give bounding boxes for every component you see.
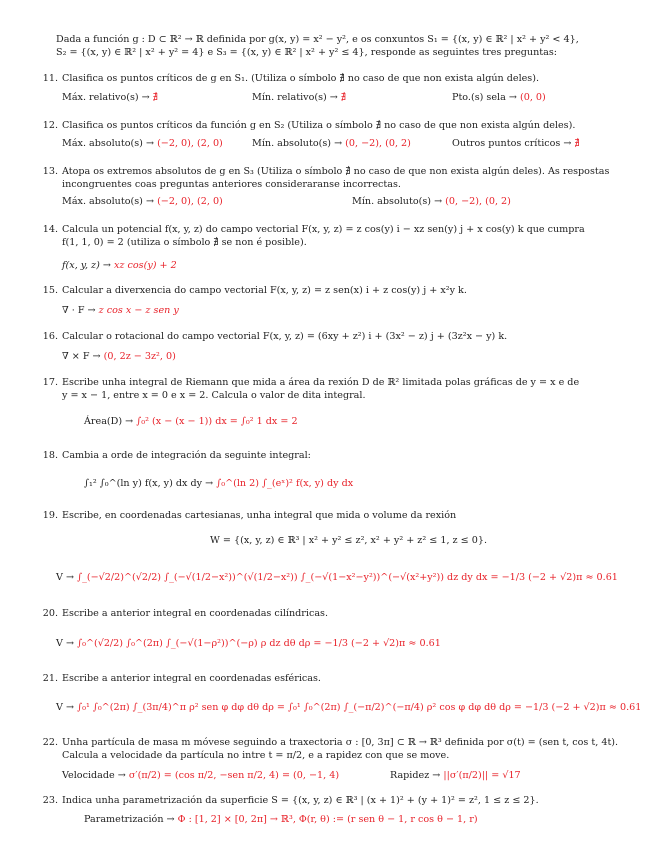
answer-value: σ′(π/2) = (cos π/2, −sen π/2, 4) = (0, −1, 4)	[128, 770, 340, 781]
answer-value: (0, −2), (0, 2)	[345, 138, 411, 149]
answer-value: ∫₀^(ln 2) ∫_(eˣ)² f(x, y) dy dx	[216, 478, 354, 489]
question-21: 21. Escribe a anterior integral en coordenadas esféricas.	[42, 673, 321, 684]
answer-21: V → ∫₀¹ ∫₀^(2π) ∫_(3π/4)^π ρ² sen φ dφ dθ dρ = ∫₀¹ ∫₀^(2π) ∫_(−π/2)^(−π/4) ρ² cos φ dφ dθ dρ = −1/3 (−2 + √2)π ≈ 0.61	[56, 702, 642, 713]
answer-value: z cos x − z sen y	[98, 305, 179, 316]
answer-15: ∇ · F → z cos x − z sen y	[62, 305, 179, 316]
answer-19: V → ∫_(−√2/2)^(√2/2) ∫_(−√(1/2−x²))^(√(1/2−x²)) ∫_(−√(1−x²−y²))^(−√(x²+y²)) dz dy dx = −1/3 (−2 + √2)π ≈ 0.61	[56, 572, 618, 583]
answer-14: f(x, y, z) → xz cos(y) + 2	[62, 260, 177, 271]
answer-value: Φ : [1, 2] × [0, 2π] → ℝ³, Φ(r, θ) := (r sen θ − 1, r cos θ − 1, r)	[177, 814, 478, 825]
answer-12: Máx. absoluto(s) → (−2, 0), (2, 0) Mín. absoluto(s) → (0, −2), (0, 2) Outros puntos críticos → ∄	[62, 138, 580, 149]
answer-value: ∄	[340, 92, 347, 103]
answer-13: Máx. absoluto(s) → (−2, 0), (2, 0) Mín. absoluto(s) → (0, −2), (0, 2)	[62, 196, 511, 207]
answer-value: ∄	[574, 138, 580, 149]
answer-18: ∫₁² ∫₀^(ln y) f(x, y) dx dy → ∫₀^(ln 2) ∫_(eˣ)² f(x, y) dy dx	[84, 478, 354, 489]
question-16: 16. Calcular o rotacional do campo vectorial F(x, y, z) = (6xy + z²) i + (3x² − z) j + (3z²x − y) k.	[42, 331, 508, 342]
question-19: 19. Escribe, en coordenadas cartesianas, unha integral que mida o volume da rexión	[42, 510, 457, 521]
answer-value: ||σ′(π/2)|| = √17	[443, 770, 521, 781]
answer-value: (−2, 0), (2, 0)	[157, 138, 223, 149]
answer-value: ∄	[152, 92, 159, 103]
question-17: 17. Escribe unha integral de Riemann que mida a área da rexión D de ℝ² limitada polas gráficas de y = x e de y = x − 1, entre x = 0 e x = 2. Calcula o valor de dita integral.	[42, 377, 580, 401]
question-22: 22. Unha partícula de masa m móvese seguindo a traxectoria σ : [0, 3π] ⊂ ℝ → ℝ³ definida por σ(t) = (sen t, cos t, 4t). Calcula a velocidade da partícula no intre t = π/2, e a rapidez con que se move.	[42, 737, 619, 761]
question-11: 11. Clasifica os puntos críticos de g en S₁. (Utiliza o símbolo ∄ no caso de que non exista algún deles).	[42, 73, 540, 84]
question-12: 12. Clasifica os puntos críticos da función g en S₂ (Utiliza o símbolo ∄ no caso de que non exista algún deles).	[42, 120, 576, 131]
answer-value: ∫₀¹ ∫₀^(2π) ∫_(3π/4)^π ρ² sen φ dφ dθ dρ = ∫₀¹ ∫₀^(2π) ∫_(−π/2)^(−π/4) ρ² cos φ dφ dθ dρ = −1/3 (−2 + √2)π ≈ 0.61	[77, 702, 642, 713]
answer-20: V → ∫₀^(√2/2) ∫₀^(2π) ∫_(−√(1−ρ²))^(−ρ) ρ dz dθ dρ = −1/3 (−2 + √2)π ≈ 0.61	[56, 638, 441, 649]
answer-23: Parametrización → Φ : [1, 2] × [0, 2π] → ℝ³, Φ(r, θ) := (r sen θ − 1, r cos θ − 1, r)	[84, 814, 478, 825]
answer-value: (0, −2), (0, 2)	[445, 196, 511, 207]
question-18: 18. Cambia a orde de integración da seguinte integral:	[42, 450, 311, 461]
answer-11: Máx. relativo(s) → ∄ Mín. relativo(s) → ∄ Pto.(s) sela → (0, 0)	[62, 92, 546, 103]
answer-value: (0, 0)	[519, 92, 546, 103]
answer-value: (−2, 0), (2, 0)	[157, 196, 223, 207]
question-14: 14. Calcula un potencial f(x, y, z) do campo vectorial F(x, y, z) = z cos(y) i − xz sen(y) j + x cos(y) k que cumpra f(1, 1, 0) = 2 (utiliza o símbolo ∄ se non é posible).	[42, 224, 585, 248]
question-23: 23. Indica unha parametrización da superficie S = {(x, y, z) ∈ ℝ³ | (x + 1)² + (y + 1)² = z², 1 ≤ z ≤ 2}.	[42, 795, 539, 806]
question-13: 13. Atopa os extremos absolutos de g en S₃ (Utiliza o símbolo ∄ no caso de que non exista algún deles). As respostas incongruentes coas preguntas anteriores consideraranse incorrectas.	[42, 166, 610, 190]
answer-16: ∇ × F → (0, 2z − 3z², 0)	[62, 351, 176, 362]
answer-value: ∫_(−√2/2)^(√2/2) ∫_(−√(1/2−x²))^(√(1/2−x²)) ∫_(−√(1−x²−y²))^(−√(x²+y²)) dz dy dx = −1/3 (−2 + √2)π ≈ 0.61	[77, 572, 618, 583]
answer-value: (0, 2z − 3z², 0)	[103, 351, 176, 362]
intro-paragraph: Dada a función g : D ⊂ ℝ² → ℝ definida por g(x, y) = x² − y², e os conxuntos S₁ = {(x, y) ∈ ℝ² | x² + y² < 4}, S₂ = {(x, y) ∈ ℝ² | x² + y² = 4} e S₃ = {(x, y) ∈ ℝ² | x² + y² ≤ 4}, responde as seguintes tres preguntas:	[56, 34, 579, 58]
region-set: W = {(x, y, z) ∈ ℝ³ | x² + y² ≤ z², x² + y² + z² ≤ 1, z ≤ 0}.	[209, 535, 488, 546]
question-15: 15. Calcular a diverxencia do campo vectorial F(x, y, z) = z sen(x) i + z cos(y) j + x²y k.	[42, 285, 467, 296]
answer-value: ∫₀^(√2/2) ∫₀^(2π) ∫_(−√(1−ρ²))^(−ρ) ρ dz dθ dρ = −1/3 (−2 + √2)π ≈ 0.61	[77, 638, 441, 649]
answer-value: xz cos(y) + 2	[114, 260, 177, 271]
question-20: 20. Escribe a anterior integral en coordenadas cilíndricas.	[42, 608, 329, 619]
answer-22: Velocidade → σ′(π/2) = (cos π/2, −sen π/2, 4) = (0, −1, 4) Rapidez → ||σ′(π/2)|| = √17	[62, 770, 521, 781]
answer-value: ∫₀² (x − (x − 1)) dx = ∫₀² 1 dx = 2	[136, 416, 298, 427]
answer-17: Área(D) → ∫₀² (x − (x − 1)) dx = ∫₀² 1 dx = 2	[84, 416, 298, 427]
